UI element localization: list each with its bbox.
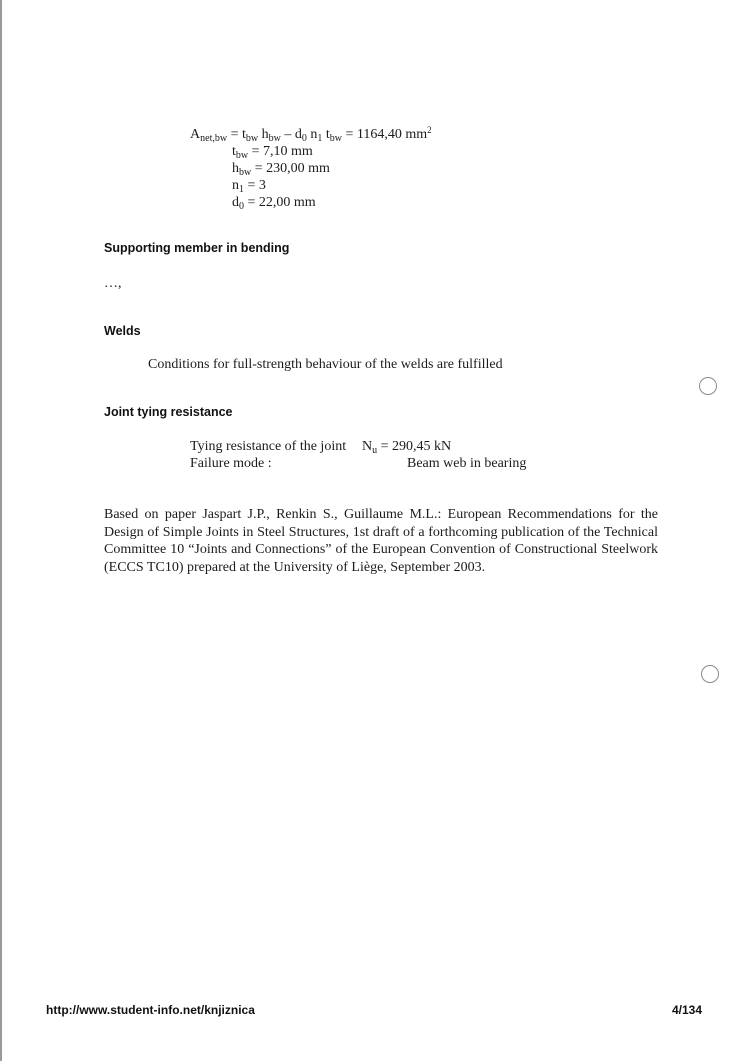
ellipsis-text: …, — [104, 276, 122, 291]
formula-tbw: $t_{bw} = 7,10$ mm — [232, 144, 313, 161]
punch-hole-lower — [701, 665, 719, 683]
welds-text: Conditions for full-strength behaviour of the welds are fulfilled — [148, 357, 503, 372]
formula-hbw: $h_{bw} = 230,00$ mm — [232, 161, 330, 178]
formula-net-area: $A_{net,bw} = t_{bw}$ $h_{bw} - d_0$ $n_1$ $t_{bw} = 1164,40$ $mm^2$ — [190, 125, 432, 144]
heading-welds: Welds — [104, 324, 141, 338]
heading-joint-tying: Joint tying resistance — [104, 405, 233, 419]
page-number: 4/134 — [672, 1003, 703, 1017]
tying-resistance-label: Tying resistance of the joint — [190, 439, 347, 454]
footer-url-link[interactable]: http://www.student-info.net/knjiznica — [46, 1003, 255, 1017]
formula-n1: $n_1 = 3$ — [232, 178, 266, 195]
formula-d0: $d_0 = 22,00$ mm — [232, 195, 316, 212]
failure-mode-value: Beam web in bearing — [407, 456, 527, 471]
failure-mode-label: Failure mode : — [190, 456, 272, 471]
scan-edge — [0, 0, 2, 1061]
heading-supporting-member: Supporting member in bending — [104, 241, 290, 255]
reference-paragraph: Based on paper Jaspart J.P., Renkin S., Guillaume M.L.: European Recommendations for the Design of Simple Joints in Steel Structures, 1st draft of a forthcoming publication of the Technical Committee 10 “Joints and Connections” of the European Convention of Constructional Steelwork (ECCS TC10) prepared at the University of Liège, September 2003. — [104, 507, 658, 575]
punch-hole-upper — [699, 377, 717, 395]
tying-resistance-value: $N_u = 290,45$ kN — [362, 439, 452, 456]
